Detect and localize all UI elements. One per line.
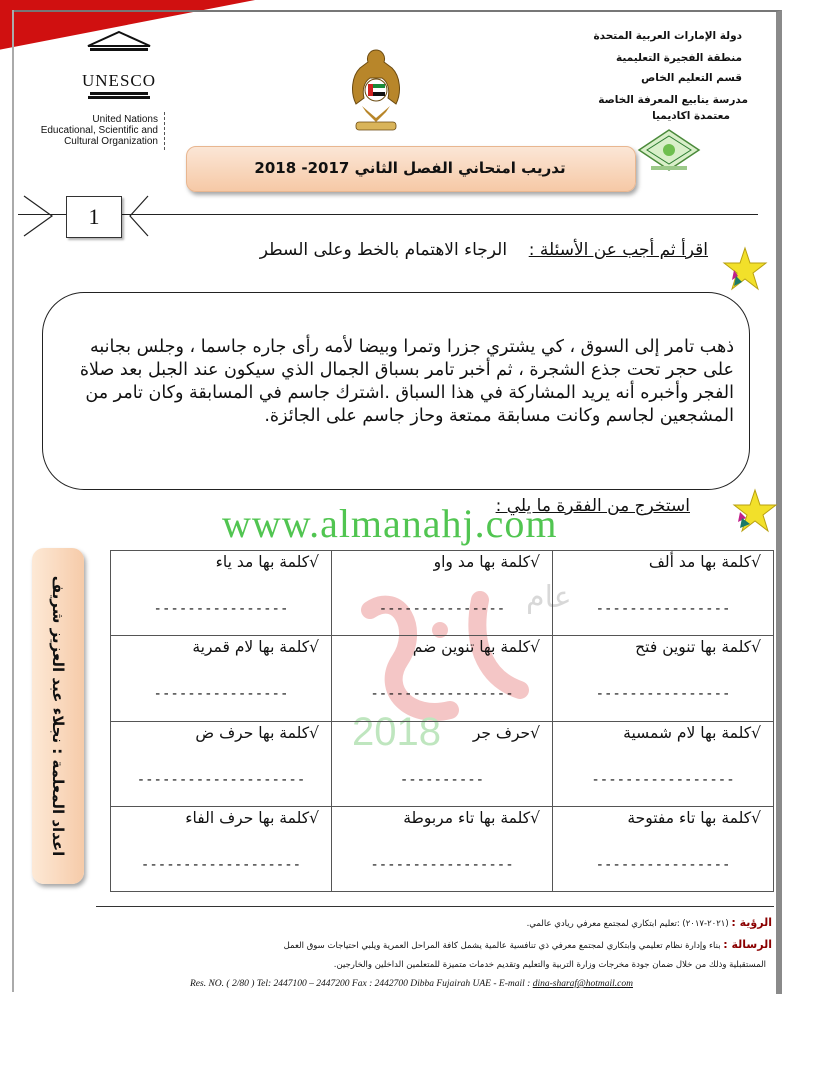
grid-cell[interactable]: √كلمة بها مد ألف ---------------- [552,551,773,636]
extract-prompt: استخرج من الفقرة ما يلي : [495,496,690,516]
grid-cell[interactable]: √كلمة بها لام قمرية ---------------- [111,636,332,721]
school-logo-icon [637,128,701,172]
header-accredited: معتمدة اكاديميا [652,110,730,122]
mission-text-1: بناء وإدارة نظام تعليمي وابتكاري لمجتمع معرفي ذي تنافسية عالمية يشمل كافة المراحل العمرية ويلبي احتياجات سوق العمل [283,941,721,951]
page-frame-left [12,10,14,992]
email-link[interactable]: dina-sharaf@hotmail.com [532,979,633,989]
instruction-note: الرجاء الاهتمام بالخط وعلى السطر [259,240,508,260]
table-row [111,551,774,636]
header-school: مدرسة ينابيع المعرفة الخاصة [598,94,748,106]
unesco-divider [164,112,165,150]
footer-contact [190,979,633,989]
header-dept: قسم التعليم الخاص [641,72,742,84]
table-row [111,636,774,721]
passage-text: ذهب تامر إلى السوق ، كي يشتري جزرا وتمرا وبيضا لأمه رأى جاره جاسما ، وجلس بجانبه على حجر تحت جذع الشجرة ، ثم أخبر تامر بسباق الجمال الذي سيكون عند الجبل بعد صلاة الفجر وأخبره أنه يريد المشاركة في هذا السباق .اشترك جاسم في المسابقة وكان تامر من المشجعين لجاسم وكانت مسابقة ممتعة وحاز جاسم على الجائزة. [79,337,734,426]
grid-cell[interactable]: √كلمة بها تاء مفتوحة ---------------- [552,806,773,891]
page-title: تدريب امتحاني الفصل الثاني 2017- 2018 [254,159,566,177]
svg-text:UNESCO: UNESCO [81,71,157,90]
watermark-year: 2018 [352,710,441,754]
page-number: 1 [66,196,122,238]
watermark-am: عام [526,580,572,615]
grid-cell[interactable]: √حرف جر ---------- [331,721,552,806]
unesco-line-3: Cultural Organization [64,136,158,147]
header-country: دولة الإمارات العربية المتحدة [593,30,742,42]
mission-label: الرسالة : [723,938,772,951]
grid-cell[interactable]: √كلمة بها مد ياء ---------------- [111,551,332,636]
mission-text-2: المستقبلية وذلك من خلال ضمان جودة مخرجات وزارة التربية والتعليم وتقديم خدمات متميزة للمتعلمين الداخلين والخارجين. [333,960,766,970]
header-zone: منطقة الفجيرة التعليمية [616,52,742,64]
unesco-line-1: United Nations [92,114,158,125]
footer-mission [284,938,772,951]
watermark-url: www.almanahj.com [222,501,558,546]
grid-cell[interactable]: √كلمة بها تنوين فتح ---------------- [552,636,773,721]
table-row [111,806,774,891]
contact-text: Res. NO. ( 2/80 ) Tel: 2447100 – 2447200 Fax : 2442700 Dibba Fujairah UAE - E-mail : [190,979,533,989]
grid-cell[interactable]: √كلمة بها تاء مربوطة ----------------- [331,806,552,891]
grid-cell[interactable]: √كلمة بها لام شمسية ----------------- [552,721,773,806]
uae-emblem-icon [346,46,406,132]
answer-grid [110,550,774,892]
footer-vision [527,916,772,929]
footer-divider [96,906,774,907]
table-row [111,721,774,806]
vision-label: الرؤية : [731,916,772,929]
instruction-line [260,240,708,260]
instruction-read-answer: اقرأ ثم أجب عن الأسئلة : [528,240,708,260]
grid-cell[interactable]: √كلمة بها حرف الفاء ------------------- [111,806,332,891]
unesco-temple-icon [81,30,157,100]
star-icon [732,488,778,534]
vision-text: (٢٠٢١-٢٠١٧) :تعليم ابتكاري لمجتمع معرفي ريادي عالمي. [526,919,729,929]
side-label: اعداد المعلمة : نجلاء عبد العزيز شريف [49,575,67,857]
unesco-line-2: Educational, Scientific and [40,125,158,136]
grid-cell[interactable]: √كلمة بها حرف ض -------------------- [111,721,332,806]
grid-cell[interactable]: √كلمة بها مد واو --------------- [331,551,552,636]
grid-cell[interactable]: √كلمة بها تنوين ضم ----------------- [331,636,552,721]
star-icon [722,246,768,292]
